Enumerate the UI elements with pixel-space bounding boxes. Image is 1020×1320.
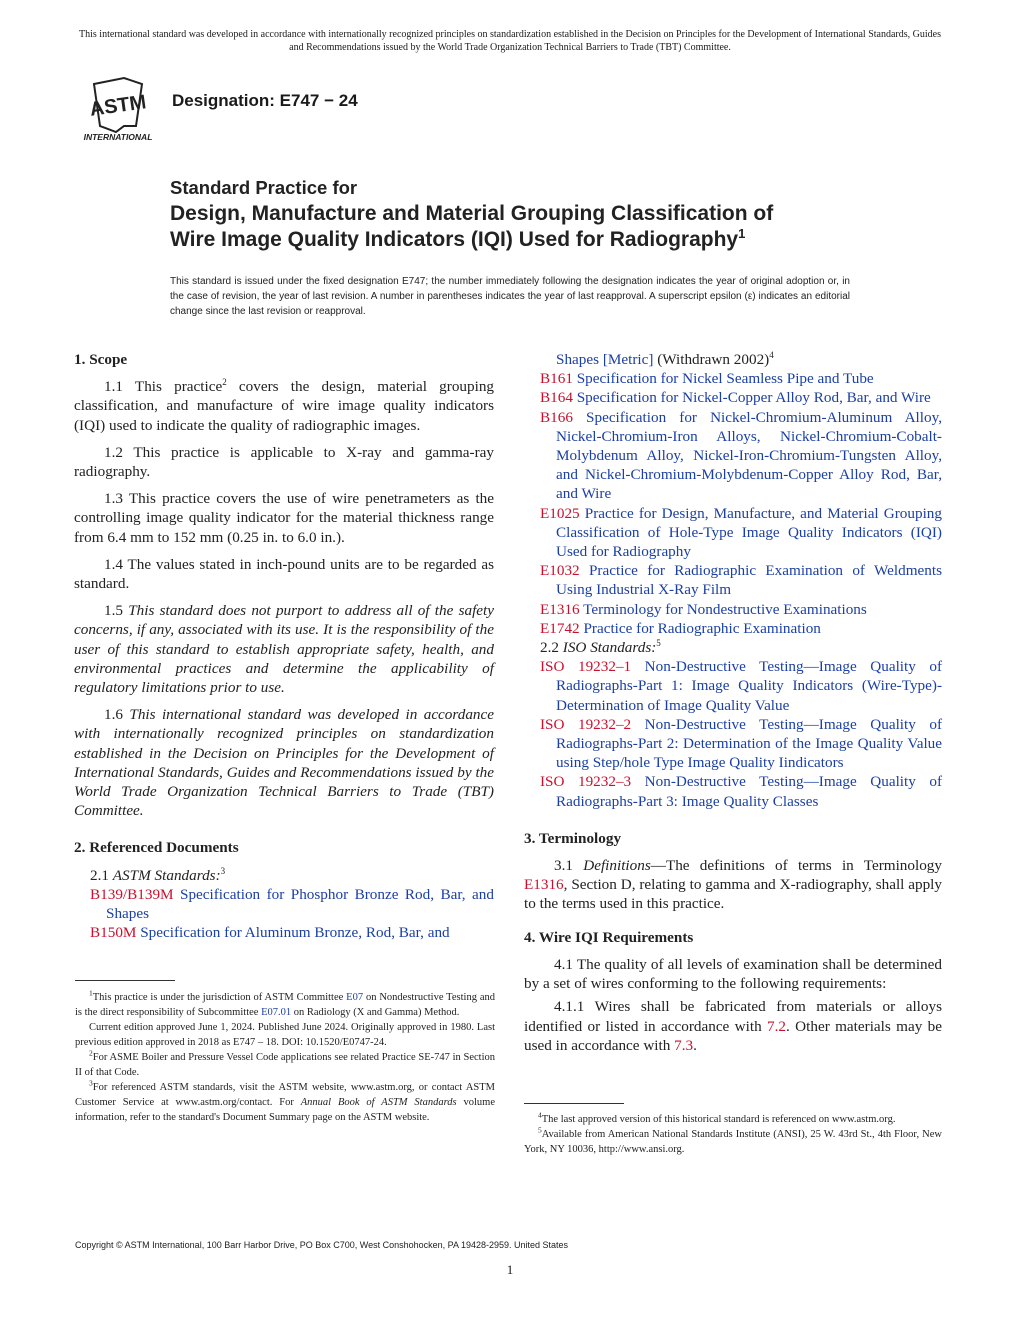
footnote-4-mark[interactable]: 4 xyxy=(769,349,774,360)
para-4-1-1: 4.1.1 Wires shall be fabricated from materials or alloys identified or listed in accordance with 7.2. Other materials may be used in accordance with 7.3. xyxy=(524,998,942,1054)
footnote-4: $^4$The last approved version of this historical standard is referenced on www.astm.org. xyxy=(538,1110,896,1125)
footnote-2-mark[interactable]: 2 xyxy=(222,377,227,388)
issue-note: This standard is issued under the fixed designation E747; the number immediately following the designation indicates the year of original adoption or, in the case of revision, the year of last revision. A number in parentheses indicates the year of last reapproval. A superscript epsilon (ε) indicates an editorial change since the last revision or reapproval. xyxy=(170,276,850,317)
footnote-5: $^5$Available from American National Standards Institute (ANSI), 25 W. 43rd St., 4th Floor, New York, NY 10036, http://www.ansi.org. xyxy=(524,1125,942,1155)
para-1-6: 1.6 This international standard was developed in accordance with internationally recognized principles on standardization established in the Decision on Principles for the Development of International Standards, Guides and Recommendations issued by the World Trade Organization Technical Barriers to Trade (TBT) Committee. xyxy=(74,706,494,820)
right-column xyxy=(524,350,942,1055)
title-line-3: Wire Image Quality Indicators (IQI) Used for Radiography$^1$ xyxy=(170,226,746,251)
para-1-3: 1.3 This practice covers the use of wire penetrameters as the controlling image quality indicator for the material thickness range from 6.4 mm to 152 mm (0.25 in. to 6.0 in.). xyxy=(74,490,494,546)
ref-item[interactable]: B150M Specification for Aluminum Bronze, Rod, Bar, and xyxy=(90,924,450,942)
link-e1316[interactable]: E1316 xyxy=(524,876,564,894)
ref-continuation: Shapes [Metric] (Withdrawn 2002)$^4$ xyxy=(556,349,774,368)
ref-item[interactable]: E1316 Terminology for Nondestructive Examinations xyxy=(540,600,867,618)
ref-item[interactable]: B164 Specification for Nickel-Copper Alloy Rod, Bar, and Wire xyxy=(540,389,931,407)
footnote-rule-left xyxy=(75,980,175,981)
footnote-3: $^3$For referenced ASTM standards, visit the ASTM website, www.astm.org, or contact ASTM Customer Service at www.astm.org/contact. For Annual Book of ASTM Standards volume information, refer to the standard's Document Summary page on the ASTM website. xyxy=(75,1078,496,1123)
iso-standards-label: 2.2 ISO Standards:$^5$ xyxy=(540,637,661,657)
ref-item[interactable]: E1032 Practice for Radiographic Examination of Weldments Using Industrial X-Ray Film xyxy=(540,562,942,599)
link-e07[interactable]: E07 xyxy=(346,992,364,1003)
footnotes-left xyxy=(75,990,495,1125)
logo-letters: ASTM xyxy=(88,91,148,121)
footnote-2: $^2$For ASME Boiler and Pressure Vessel Code applications see related Practice SE-747 in Section II of that Code. xyxy=(75,1048,495,1078)
para-1-2: 1.2 This practice is applicable to X-ray and gamma-ray radiography. xyxy=(74,443,494,481)
title-footnote-mark[interactable]: 1 xyxy=(738,226,746,241)
page-number: 1 xyxy=(506,1262,514,1277)
footnote-1-edition: Current edition approved June 1, 2024. Published June 2024. Originally approved in 1980. Last previous edition approved in 2018 as E747 – 18. DOI: 10.1520/E0747-24. xyxy=(75,1022,495,1048)
para-4-1: 4.1 The quality of all levels of examination shall be determined by a set of wires conforming to the following requirements: xyxy=(524,955,942,993)
para-1-4: 1.4 The values stated in inch-pound units are to be regarded as standard. xyxy=(74,555,494,593)
logo-sub: INTERNATIONAL xyxy=(83,132,153,142)
section-4-heading: 4. Wire IQI Requirements xyxy=(524,928,694,946)
footnote-5-mark[interactable]: 5 xyxy=(656,637,661,648)
iso-ref-item[interactable]: ISO 19232–3 Non-Destructive Testing—Image Quality of Radiographs-Part 3: Image Quality Classes xyxy=(540,773,942,810)
astm-standards-label: 2.1 ASTM Standards:$^3$ xyxy=(90,865,226,884)
left-column xyxy=(74,350,494,942)
footnote-rule-right xyxy=(524,1103,624,1104)
trade-notice: This international standard was developed in accordance with internationally recognized principles on standardization established in the Decision on Principles for the Development of International Standards, Guides and Recommendations issued by the World Trade Organization Technical Barriers to Trade (TBT) Committee. xyxy=(79,29,941,53)
footnote-1: $^1$This practice is under the jurisdiction of ASTM Committee E07 on Nondestructive Testing and is the direct responsibility of Subcommittee E07.01 on Radiology (X and Gamma) Method. xyxy=(75,988,495,1018)
ref-item[interactable]: B161 Specification for Nickel Seamless Pipe and Tube xyxy=(540,370,874,388)
para-3-1: 3.1 Definitions—The definitions of terms in Terminology E1316, Section D, relating to gamma and X-radiography, shall apply to the terms used in this practice. xyxy=(524,857,942,913)
document-title xyxy=(170,175,950,253)
footnotes-right xyxy=(524,1112,942,1157)
section-1-heading: 1. Scope xyxy=(74,351,128,368)
astm-logo xyxy=(76,76,160,144)
ref-item[interactable]: B166 Specification for Nickel-Chromium-Aluminum Alloy, Nickel-Chromium-Iron Alloys, Nickel-Chromium-Cobalt-Molybdenum Alloy, Nickel-Iron-Chromium-Tungsten Alloy, and Nickel-Chromium-Molybdenum-Copper Alloy Rod, Bar, and Wire xyxy=(540,408,942,503)
footnote-3-mark[interactable]: 3 xyxy=(220,865,226,876)
ref-item[interactable]: E1742 Practice for Radiographic Examination xyxy=(540,619,821,637)
link-7-2[interactable]: 7.2 xyxy=(767,1017,787,1035)
link-e07-01[interactable]: E07.01 xyxy=(261,1007,292,1018)
section-2-heading: 2. Referenced Documents xyxy=(74,839,239,857)
para-1-5: 1.5 This standard does not purport to address all of the safety concerns, if any, associated with its use. It is the responsibility of the user of this standard to establish appropriate safety, health, and environmental practices and determine the applicability of regulatory limitations prior to use. xyxy=(74,602,494,697)
iso-ref-item[interactable]: ISO 19232–1 Non-Destructive Testing—Image Quality of Radiographs-Part 1: Image Quality Indicators (Wire-Type)-Determination of Image Quality Value xyxy=(540,658,942,714)
copyright: Copyright © ASTM International, 100 Barr Harbor Drive, PO Box C700, West Conshohocken, PA 19428-2959. United States xyxy=(75,1240,569,1250)
ref-item[interactable]: B139/B139M Specification for Phosphor Bronze Rod, Bar, and Shapes xyxy=(90,885,494,923)
para-1-1: 1.1 This practice$^2$ covers the design, material grouping classification, and manufacture of wire image quality indicators (IQI) used to indicate the quality of radiographic images. xyxy=(74,377,495,434)
title-line-1: Standard Practice for xyxy=(170,177,358,198)
designation: Designation: E747 − 24 xyxy=(172,91,358,110)
section-3-heading: 3. Terminology xyxy=(524,829,622,847)
link-7-3[interactable]: 7.3 xyxy=(674,1036,694,1054)
ref-item[interactable]: E1025 Practice for Design, Manufacture, and Material Grouping Classification of Hole-Type Image Quality Indicators (IQI) Used for Radiography xyxy=(540,504,942,561)
iso-ref-item[interactable]: ISO 19232–2 Non-Destructive Testing—Image Quality of Radiographs-Part 2: Determination of the Image Quality Value using Step/hole Type Image Quality Iindicators xyxy=(540,715,942,772)
title-line-2: Design, Manufacture and Material Grouping Classification of xyxy=(170,202,774,225)
